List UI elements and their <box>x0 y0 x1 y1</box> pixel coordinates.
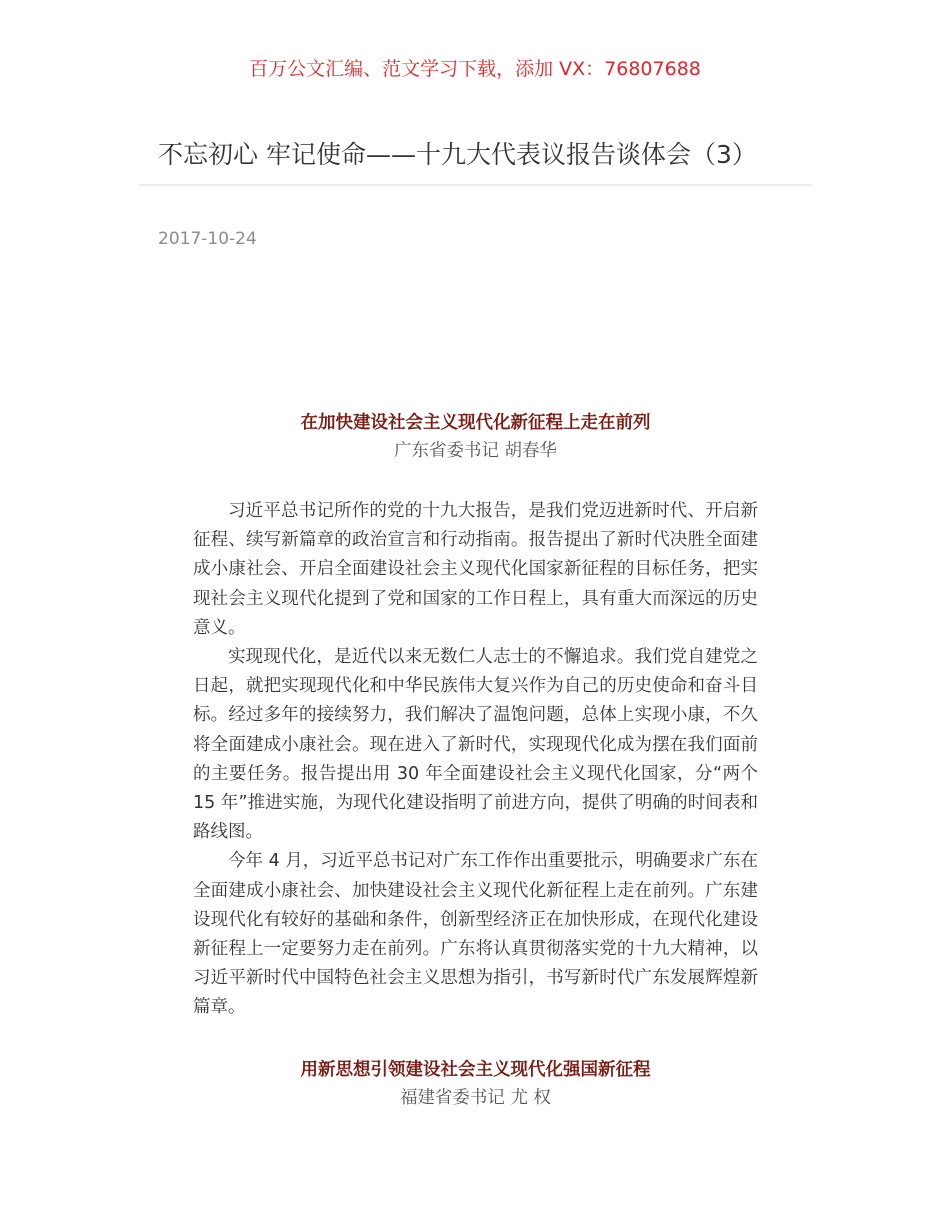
section-author: 广东省委书记 胡春华 <box>393 441 558 461</box>
title-divider <box>139 184 811 186</box>
article-section <box>193 409 758 1023</box>
publish-date: 2017-10-24 <box>158 229 257 249</box>
paragraph: 今年 4 月，习近平总书记对广东工作作出重要批示，明确要求广东在全面建成小康社会、加快建设社会主义现代化新征程上走在前列。广东建设现代化有较好的基础和条件，创新型经济正在加快形成，在现代化建设新征程上一定要努力走在前列。广东将认真贯彻落实党的十九大精神，以习近平新时代中国特色社会主义思想为指引，书写新时代广东发展辉煌新篇章。 <box>193 851 758 1018</box>
promo-banner: 百万公文汇编、范文学习下载，添加 VX：76807688 <box>249 58 701 80</box>
section-heading: 用新思想引领建设社会主义现代化强国新征程 <box>300 1060 651 1080</box>
section-body <box>193 497 758 1023</box>
paragraph: 习近平总书记所作的党的十九大报告，是我们党迈进新时代、开启新征程、续写新篇章的政治宣言和行动指南。报告提出了新时代决胜全面建成小康社会、开启全面建设社会主义现代化国家新征程的目标任务，把实现社会主义现代化提到了党和国家的工作日程上，具有重大而深远的历史意义。 <box>193 501 758 638</box>
article-section <box>193 1056 758 1112</box>
section-author: 福建省委书记 尤 权 <box>399 1088 552 1108</box>
paragraph: 实现现代化，是近代以来无数仁人志士的不懈追求。我们党自建党之日起，就把实现现代化和中华民族伟大复兴作为自己的历史使命和奋斗目标。经过多年的接续努力，我们解决了温饱问题，总体上实现小康，不久将全面建成小康社会。现在进入了新时代，实现现代化成为摆在我们面前的主要任务。报告提出用 30 年全面建设社会主义现代化国家，分“两个 15 年”推进实施，为现代化建设指明了前进方向，提供了明确的时间表和路线图。 <box>193 647 758 843</box>
section-heading: 在加快建设社会主义现代化新征程上走在前列 <box>300 413 651 433</box>
page-title: 不忘初心 牢记使命——十九大代表议报告谈体会（3） <box>158 140 757 169</box>
